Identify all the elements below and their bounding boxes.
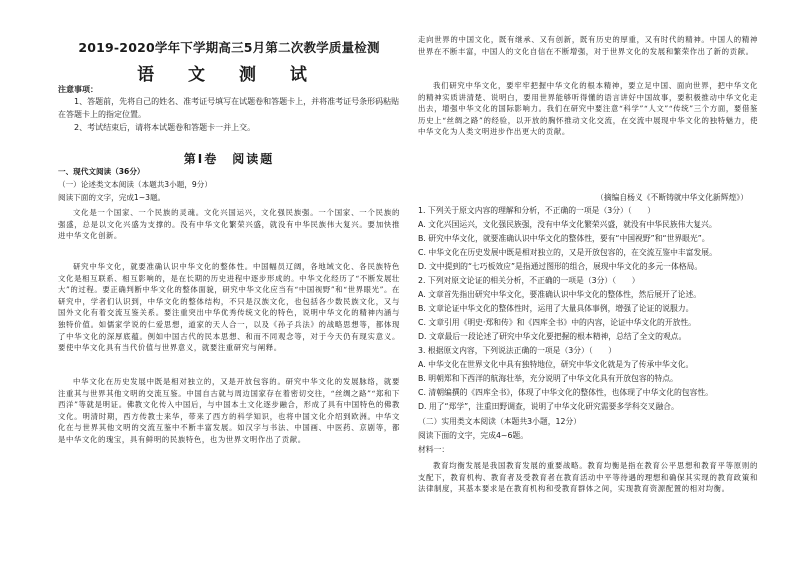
question-option: D. 文中提到的“七巧板效应”是指通过图形的组合，展现中华文化的多元一体格局。 — [418, 262, 703, 271]
passage-paragraph: 我们研究中华文化，要牢牢把握中华文化的根本精神，要立足中国、面向世界，把中华文化的精神实质讲清楚、说明白，要用世界能够听得懂的语言讲好中国故事，要积极推动中华文化走出去，增强中华文化的国际影响力。我们在研究中要注意“科学”“人文”“传统”三个方面，要借鉴历史上“丝绸之路”的经验，以开放的胸怀推动文化交流，在交流中展现中华文化的独特魅力，使中华文化为人类文明进步作出更大的贡献。 — [418, 81, 758, 137]
subject-title: 语 文 测 试 — [137, 65, 321, 85]
question-option: B. 文章论证中华文化的整体性时，运用了大量具体事例，增强了论证的说服力。 — [418, 304, 694, 313]
question-stem: 3. 根据原文内容，下列说法正确的一项是（3分）（ ） — [418, 346, 617, 355]
subsection-heading: （二）实用类文本阅读（本题共3小题，12分） — [418, 417, 582, 426]
question-option: B. 明朝郑和下西洋的航海壮举，充分说明了中华文化具有开放包容的特点。 — [418, 374, 678, 383]
question-option: A. 文章首先指出研究中华文化，要准确认识中华文化的整体性，然后展开了论述。 — [418, 290, 702, 299]
section-heading: 一、现代文阅读（36分） — [58, 167, 145, 176]
question-option: C. 清朝编撰的《四库全书》，体现了中华文化的整体性，也体现了中华文化的包容性。 — [418, 388, 713, 397]
instruction-text: 阅读下面的文字，完成4~6题。 — [418, 431, 529, 440]
question-option: A. 文化兴国运兴，文化强民族强，没有中华文化繁荣兴盛，就没有中华民族伟大复兴。 — [418, 220, 717, 229]
question-option: B. 研究中华文化，就要准确认识中华文化的整体性，要有“中国视野”和“世界眼光”。 — [418, 234, 710, 243]
passage-paragraph: 走向世界的中国文化，既有继承、又有创新，既有历史的厚重，又有时代的精神。中国人的精神世界在不断丰富，中国人的文化自信在不断增强，对于世界文化的发展和繁荣作出了新的贡献。 — [418, 35, 758, 56]
exam-title: 2019-2020学年下学期高三5月第二次教学质量检测 — [78, 40, 380, 55]
note-item: 2、考试结束后，请将本试题卷和答题卡一并上交。 — [74, 123, 256, 132]
subsection-heading: （一）论述类文本阅读（本题共3小题，9分） — [58, 180, 212, 189]
passage-source: （摘编自杨义《不断铸就中华文化新辉煌》） — [595, 193, 748, 202]
question-option: C. 文章引用《明史·郑和传》和《四库全书》中的内容，论证中华文化的开放性。 — [418, 318, 696, 327]
question-stem: 1. 下列关于原文内容的理解和分析，不正确的一项是（3分）（ ） — [418, 206, 656, 215]
passage-paragraph: 文化是一个国家、一个民族的灵魂。文化兴国运兴，文化强民族强。一个国家、一个民族的强盛，总是以文化兴盛为支撑的。没有中华文化繁荣兴盛，就没有中华民族伟大复兴。要加快推进中华文化创新。 — [58, 208, 400, 241]
note-item: 1、答题前，先将自己的姓名、准考证号填写在试题卷和答题卡上，并将准考证号条形码粘贴在答题卡上的指定位置。 — [58, 97, 400, 119]
passage-paragraph: 中华文化在历史发展中既是相对独立的，又是开放包容的。研究中华文化的发展脉络，就要注重其与世界其他文明的交流互鉴。中国自古就与周边国家存在着密切交往，“丝绸之路”“郑和下西洋”等就是明证。佛教文化传入中国后，与中国本土文化逐步融合，形成了具有中国特色的佛教文化。明清时期，西方传教士来华，带来了西方的科学知识，也将中国文化介绍到欧洲。中华文化在与世界其他文明的交流互鉴中不断丰富发展。如汉字与书法、中国画、中医药、京剧等，都是中华文化的瑰宝，具有鲜明的民族特色，也为世界文明作出了贡献。 — [58, 377, 400, 444]
question-stem: 2. 下列对原文论证的相关分析，不正确的一项是（3分）（ ） — [418, 276, 640, 285]
instruction-text: 阅读下面的文字，完成1~3题。 — [58, 193, 166, 202]
passage-paragraph: 教育均衡发展是我国教育发展的重要战略。教育均衡是指在教育公平思想和教育平等原则的支配下，教育机构、教育者及受教育者在教育活动中平等待遇的理想和确保其实现的教育政策和法律制度，其基本要求是在教育机构和受教育群体之间，实现教育资源配置的相对均衡。 — [418, 461, 758, 494]
question-option: D. 用了“郑学”，注重田野调查，说明了中华文化研究需要多学科交叉融合。 — [418, 402, 679, 411]
question-option: A. 中华文化在世界文化中具有独特地位，研究中华文化就是为了传承中华文化。 — [418, 360, 694, 369]
material-heading: 材料一： — [418, 445, 450, 454]
passage-paragraph: 研究中华文化，就要准确认识中华文化的整体性。中国幅员辽阔，各地域文化、各民族特色文化是相互联系、相互影响的，是在长期的历史进程中逐步形成的。中华文化经历了“不断发展壮大”的过程。要正确判断中华文化的整体面貌，研究中华文化应当有“中国视野”和“世界眼光”。在研究中，学者们认识到，中华文化的整体结构，不只是汉族文化，也包括各少数民族文化，又与国外文化有着交流互鉴关系。要注重突出中华优秀传统文化的特色，说明中华文化的精神内涵与独特价值。如儒家学说的仁爱思想，道家的天人合一，以及《孙子兵法》的战略思想等，都体现了中华文化的深厚底蕴。例如中国古代的民本思想、和而不同观念等，对于今天仍有现实意义。要使中华文化具有当代价值与世界意义，就要注重研究与阐释。 — [58, 262, 400, 353]
question-option: D. 文章最后一段论述了研究中华文化要把握的根本精神，总结了全文的观点。 — [418, 332, 687, 341]
notes-heading: 注意事项： — [58, 85, 98, 94]
volume-title: 第Ⅰ卷 阅读题 — [183, 152, 275, 166]
question-option: C. 中华文化在历史发展中既是相对独立的，又是开放包容的，在交流互鉴中丰富发展。 — [418, 248, 717, 257]
